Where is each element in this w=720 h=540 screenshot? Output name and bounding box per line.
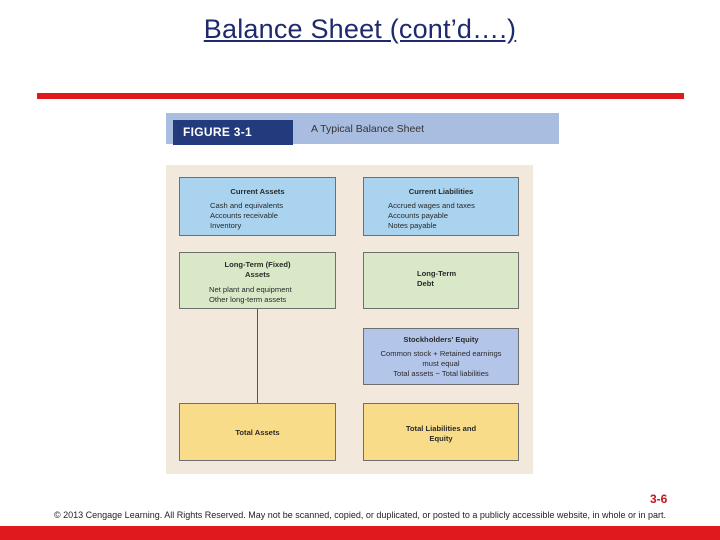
current-assets-line: Inventory	[210, 221, 242, 230]
long-term-assets-line: Other long-term assets	[209, 295, 287, 304]
current-assets-line: Cash and equivalents	[210, 201, 284, 210]
current-liabilities-line: Accounts payable	[388, 211, 448, 220]
footer-bar	[0, 526, 720, 540]
long-term-assets-box	[179, 252, 336, 309]
stockholders-equity-box	[363, 328, 519, 385]
stockholders-equity-line: must equal	[422, 359, 460, 368]
figure-label: FIGURE 3-1	[173, 120, 293, 145]
total-assets-label: Total Assets	[235, 428, 280, 437]
stockholders-equity-heading: Stockholders' Equity	[403, 335, 479, 344]
current-assets-heading: Current Assets	[230, 187, 285, 196]
current-liabilities-heading: Current Liabilities	[408, 187, 474, 196]
stockholders-equity-line: Total assets − Total liabilities	[393, 369, 489, 378]
current-assets-box	[179, 177, 336, 236]
figure-caption: A Typical Balance Sheet	[311, 123, 425, 135]
long-term-assets-heading: Assets	[245, 270, 270, 279]
current-liabilities-line: Notes payable	[388, 221, 437, 230]
total-liabilities-equity-label: Total Liabilities and	[405, 424, 477, 433]
current-liabilities-box	[363, 177, 519, 236]
current-assets-line: Accounts receivable	[210, 211, 278, 220]
total-liabilities-equity-box	[363, 403, 519, 461]
slide-title: Balance Sheet (cont’d….)	[203, 14, 517, 44]
long-term-assets-heading: Long-Term (Fixed)	[224, 260, 291, 269]
assets-connector-line	[257, 309, 258, 403]
stockholders-equity-line: Common stock + Retained earnings	[380, 349, 502, 358]
long-term-assets-line: Net plant and equipment	[209, 285, 292, 294]
long-term-debt-box	[363, 252, 519, 309]
long-term-debt-label: Debt	[417, 279, 434, 288]
current-liabilities-line: Accrued wages and taxes	[388, 201, 475, 210]
long-term-debt-label: Long-Term	[417, 269, 457, 278]
title-divider	[37, 93, 684, 99]
total-assets-box	[179, 403, 336, 461]
figure-header	[166, 113, 559, 144]
copyright-notice: © 2013 Cengage Learning. All Rights Reserved. May not be scanned, copied, or duplicated, or posted to a publicly accessible website, in whole or in part.	[54, 510, 666, 520]
total-liabilities-equity-label: Equity	[429, 434, 453, 443]
page-number: 3-6	[650, 492, 668, 506]
